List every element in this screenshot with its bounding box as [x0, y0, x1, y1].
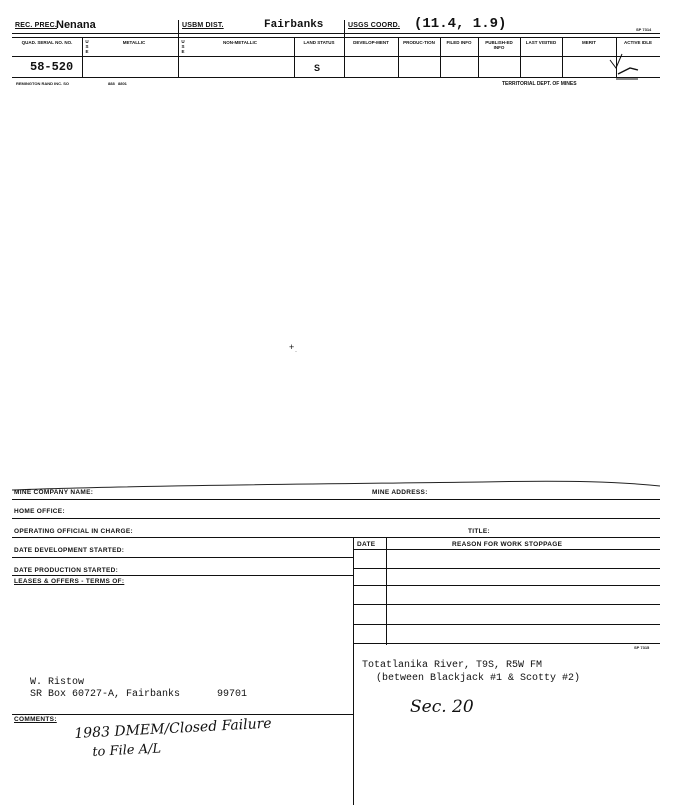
col-divider — [398, 37, 399, 77]
col-production: PRODUC-TION — [403, 40, 435, 45]
date-production-label: DATE PRODUCTION STARTED: — [14, 567, 119, 574]
comments-label: COMMENTS: — [14, 716, 57, 723]
usbm-dist-value: Fairbanks — [264, 19, 324, 31]
scan-speck: · — [295, 349, 297, 355]
serial-number: 58-520 — [30, 60, 74, 74]
handwritten-comment-line-2: to File A/L — [92, 741, 162, 760]
col-divider — [178, 37, 179, 77]
leases-label: LEASES & OFFERS - TERMS OF: — [14, 578, 125, 585]
usgs-coord-value: (11.4, 1.9) — [414, 16, 507, 32]
form-rule — [12, 537, 660, 538]
table-divider — [386, 537, 387, 645]
col-divider — [82, 37, 83, 77]
form-number-top: SP 7314 — [636, 27, 652, 32]
form-divider — [353, 645, 354, 805]
col-divider — [562, 37, 563, 77]
mine-company-label: MINE COMPANY NAME: — [14, 489, 94, 496]
location-line-2: (between Blackjack #1 & Scotty #2) — [376, 673, 581, 684]
col-published-info: PUBLISH-ED INFO — [485, 40, 513, 50]
owner-name: W. Ristow — [30, 677, 85, 688]
rec-prec-label: REC. PREC. — [15, 22, 58, 29]
checkmark-icon — [608, 48, 656, 82]
date-col-header: DATE — [357, 541, 376, 548]
printer-credit: REMINGTON RAND INC. SO — [16, 81, 70, 86]
home-office-label: HOME OFFICE: — [14, 508, 65, 515]
lower-card — [12, 476, 660, 805]
col-divider — [478, 37, 479, 77]
col-filed-info: FILED INFO — [446, 40, 472, 45]
form-number-bottom: SP 7315 — [634, 645, 650, 650]
top-card — [12, 16, 660, 87]
land-status-value: S — [314, 63, 321, 73]
col-use-metallic: U S E — [85, 39, 89, 54]
header-rule-4 — [12, 77, 660, 78]
table-rule — [353, 604, 660, 605]
col-divider — [294, 37, 295, 77]
col-land-status: LAND STATUS — [303, 40, 335, 45]
col-development: DEVELOP-MENT — [353, 40, 389, 45]
form-rule — [12, 557, 353, 558]
date-development-label: DATE DEVELOPMENT STARTED: — [14, 547, 125, 554]
operating-official-label: OPERATING OFFICIAL IN CHARGE: — [14, 528, 133, 535]
col-divider — [344, 37, 345, 77]
owner-address: SR Box 60727-A, Fairbanks — [30, 689, 181, 700]
location-line-1: Totatlanika River, T9S, R5W FM — [362, 660, 543, 671]
title-label: TITLE: — [468, 528, 491, 535]
col-divider — [520, 37, 521, 77]
table-divider — [353, 537, 354, 645]
col-active-idle: ACTIVE IDLE — [623, 40, 652, 45]
col-use-nonmetallic: U S E — [181, 39, 185, 54]
print-codes: 888 8801 — [108, 81, 127, 86]
col-quad-serial: QUAD. SERIAL NO. NO. — [21, 40, 73, 45]
form-rule — [12, 714, 353, 715]
col-nonmetallic: NON-METALLIC — [223, 40, 257, 45]
col-merit: MERIT — [582, 40, 596, 45]
mine-address-label: MINE ADDRESS: — [372, 489, 428, 496]
usbm-dist-label: USBM DIST. — [182, 22, 224, 29]
form-rule — [12, 575, 353, 576]
torn-edge-line — [12, 476, 660, 492]
table-rule — [353, 643, 660, 644]
table-rule — [353, 624, 660, 625]
rec-prec-value: Nenana — [56, 19, 96, 31]
col-divider — [440, 37, 441, 77]
owner-zip: 99701 — [217, 689, 248, 700]
header-divider — [178, 20, 179, 37]
usgs-coord-label: USGS COORD. — [348, 22, 400, 29]
col-last-visited: LAST VISITED — [525, 40, 557, 45]
form-rule — [12, 518, 660, 519]
header-divider — [344, 20, 345, 37]
form-rule — [12, 499, 660, 500]
dept-name: TERRITORIAL DEPT. OF MINES — [502, 81, 577, 87]
reason-col-header: REASON FOR WORK STOPPAGE — [452, 541, 563, 548]
header-rule-1 — [12, 33, 660, 34]
table-rule — [353, 568, 660, 569]
scan-speck: + — [289, 342, 295, 352]
handwritten-comment-line-1: 1983 DMEM/Closed Failure — [74, 715, 273, 742]
table-rule — [353, 549, 660, 550]
table-rule — [353, 585, 660, 586]
handwritten-section: Sec. 20 — [410, 697, 474, 717]
col-metallic: METALLIC — [122, 40, 146, 45]
